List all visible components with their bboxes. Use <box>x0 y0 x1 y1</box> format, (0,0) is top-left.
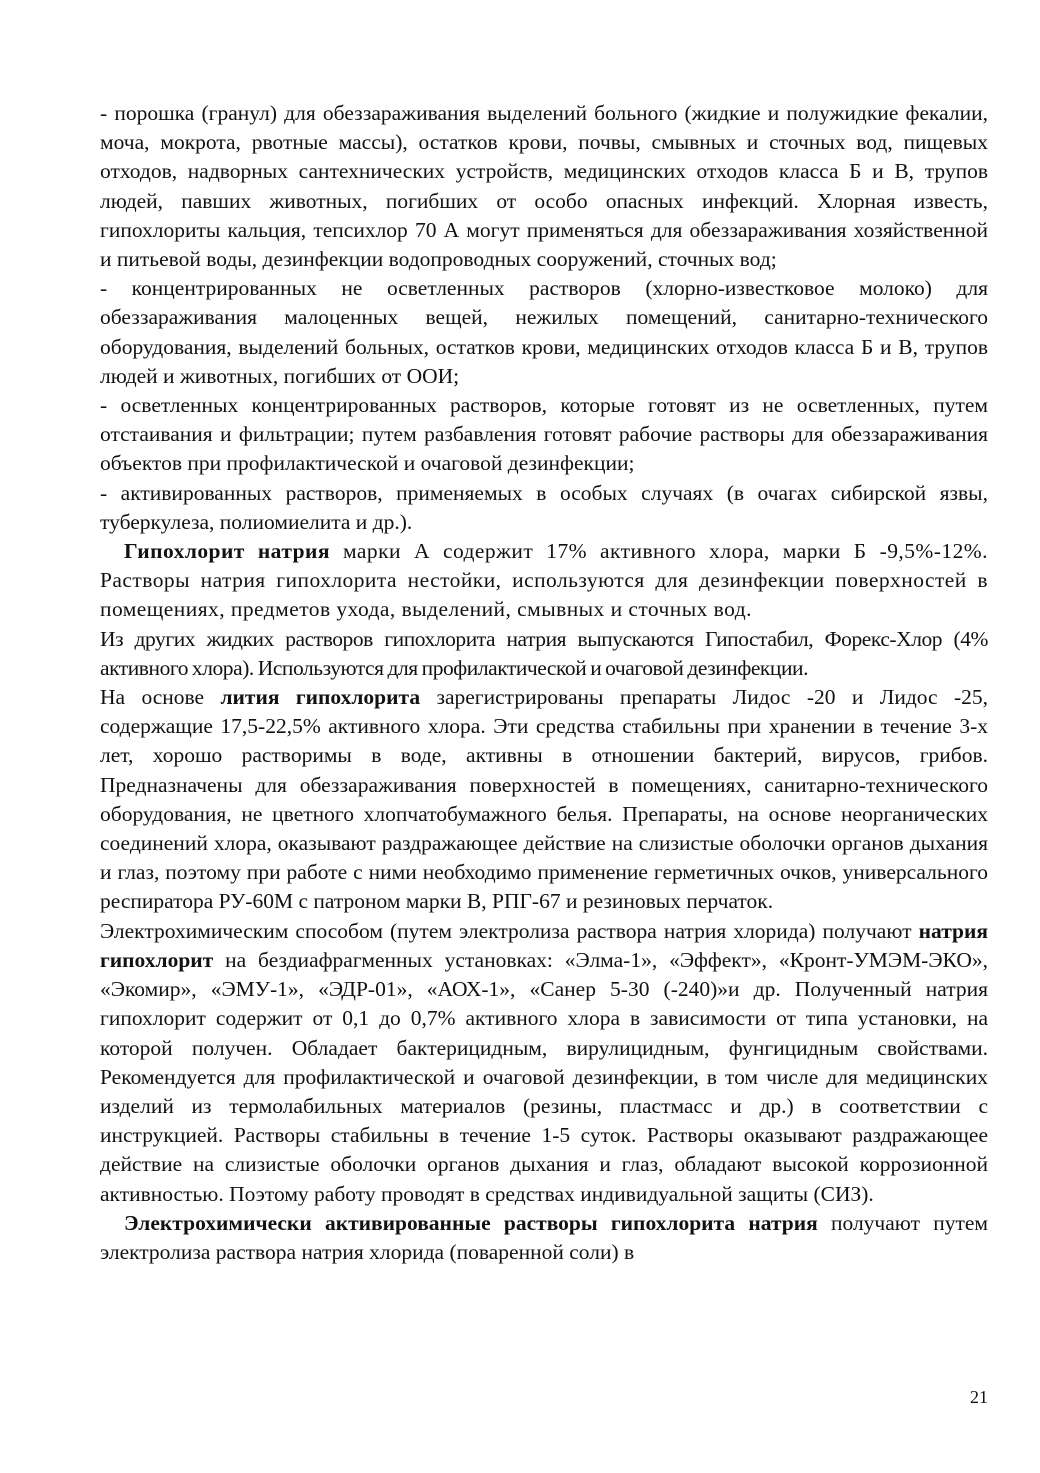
paragraph-text: - активированных растворов, применяемых в особых случаях (в очагах сибирской язвы, туберкулеза, полиомиелита и др.). <box>100 480 988 534</box>
term-lithium-hypochlorite: лития гипохлорита <box>220 685 421 710</box>
paragraph-text: марки А содержит 17% активного хлора, марки Б -9,5%-12%. Растворы натрия гипохлорита нестойки, используются для дезинфекции поверхностей в помещениях, предметов ухода, выделений, смывных и сточных вод. <box>100 539 988 622</box>
paragraph-text: - концентрированных не осветленных растворов (хлорно-известковое молоко) для обеззараживания малоценных вещей, нежилых помещений, санитарно-технического оборудования, выделений больных, остатков крови, медицинских отходов класса Б и В, трупов людей и животных, погибших от ООИ; <box>100 276 988 388</box>
paragraph-text: Электрохимическим способом (путем электролиза раствора натрия хлорида) получают <box>100 918 919 943</box>
paragraph-text: на бездиафрагменных установках: «Элма-1», «Эффект», «Кронт-УМЭМ-ЭКО», «Экомир», «ЭМУ-1», «ЭДР-01», «АОХ-1», «Санер 5-30 (-240)»и др. Полученный натрия гипохлорит содержит от 0,1 до 0,7% активного хлора в зависимости от типа установки, на которой получен. Обладает бактерицидным, вирулицидным, фунгицидным свойствами. Рекомендуется для профилактической и очаговой дезинфекции, в том числе для медицинских изделий из термолабильных материалов (резины, пластмасс и др.) в соответствии с инструкцией. Растворы стабильны в течение 1-5 суток. Растворы оказывают раздражающее действие на слизистые оболочки органов дыхания и глаз, обладают высокой коррозионной активностью. Поэтому работу проводят в средствах индивидуальной защиты (СИЗ). <box>100 947 988 1206</box>
paragraph-text: На основе <box>100 685 221 710</box>
paragraph-clarified-solutions <box>100 391 988 479</box>
paragraph-powder <box>100 99 988 274</box>
paragraph-concentrated-solutions <box>100 274 988 391</box>
paragraph-text: получают путем электролиза раствора натрия хлорида (поваренной соли) в <box>100 1210 988 1264</box>
paragraph-text: - порошка (гранул) для обеззараживания выделений больного (жидкие и полужидкие фекалии, моча, мокрота, рвотные массы), остатков крови, почвы, смывных и сточных вод, пищевых отходов, надворных сантехнических устройств, медицинских отходов класса Б и В, трупов людей, павших животных, погибших от особо опасных инфекций. Хлорная известь, гипохлориты кальция, тепсихлор 70 А могут применяться для обеззараживания хозяйственной и питьевой воды, дезинфекции водопроводных сооружений, сточных вод; <box>100 101 988 272</box>
paragraph-activated-solutions <box>100 479 988 537</box>
term-sodium-hypochlorite: Гипохлорит натрия <box>124 539 330 564</box>
paragraph-text: зарегистрированы препараты Лидос -20 и Лидос -25, содержащие 17,5-22,5% активного хлора. Эти средства стабильны при хранении в течение 3-х лет, хорошо растворимы в воде, активны в отношении бактерий, вирусов, грибов. Предназначены для обеззараживания поверхностей в помещениях, санитарно-технического оборудования, не цветного хлопчатобумажного белья. Препараты, на основе неорганических соединений хлора, оказывают раздражающее действие на слизистые оболочки органов дыхания и глаз, поэтому при работе с ними необходимо применение герметичных очков, универсального респиратора РУ-60М с патроном марки В, РПГ-67 и резиновых перчаток. <box>100 685 988 914</box>
paragraph-other-solutions <box>100 625 988 683</box>
page-number: 21 <box>970 1387 988 1407</box>
document-body <box>100 99 988 1267</box>
paragraph-activated-hypochlorite <box>100 1209 988 1267</box>
paragraph-lithium-hypochlorite <box>100 683 988 917</box>
paragraph-sodium-hypochlorite <box>100 537 988 625</box>
paragraph-electrochemical-method <box>100 917 988 1209</box>
paragraph-text: Из других жидких растворов гипохлорита натрия выпускаются Гипостабил, Форекс-Хлор (4% активного хлора). Используются для профилактической и очаговой дезинфекции. <box>100 626 988 680</box>
paragraph-text: - осветленных концентрированных растворов, которые готовят из не осветленных, путем отстаивания и фильтрации; путем разбавления готовят рабочие растворы для обеззараживания объектов при профилактической и очаговой дезинфекции; <box>100 393 988 476</box>
term-activated-solutions: Электрохимически активированные растворы гипохлорита натрия <box>124 1210 818 1235</box>
term-sodium-hypochlorite-electrochemical: натрия гипохлорит <box>100 918 988 972</box>
